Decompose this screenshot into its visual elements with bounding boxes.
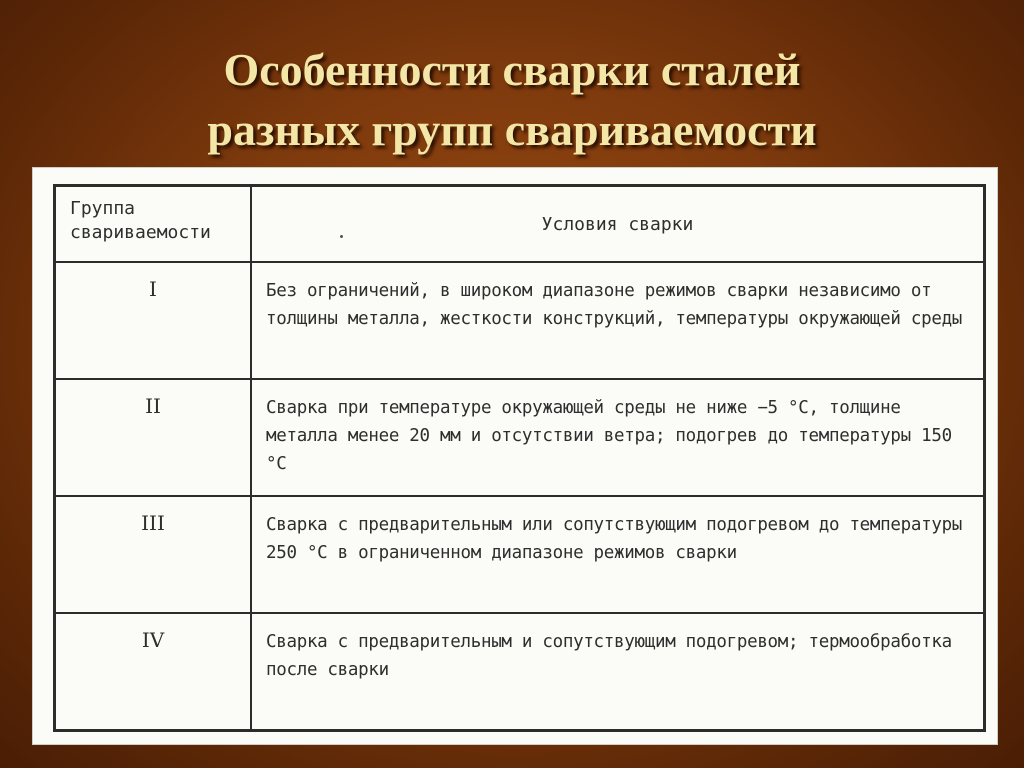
header-conditions-label: Условия сварки (541, 214, 694, 235)
group-cell: II (55, 379, 252, 496)
welding-conditions-table (53, 184, 986, 732)
conditions-cell: Сварка с предварительным или сопутствующим подогревом до температуры 250 °С в ограниченном диапазоне режимов сварки (251, 496, 985, 613)
slide-title (0, 40, 1024, 160)
table-header-row (55, 186, 985, 262)
header-group-line-2: свариваемости (70, 222, 211, 243)
table-row (55, 496, 985, 613)
header-conditions-cell (251, 186, 985, 262)
table-row (55, 262, 985, 379)
header-group-cell (55, 186, 252, 262)
scan-dot (340, 235, 343, 238)
conditions-cell: Сварка при температуре окружающей среды не ниже −5 °С, толщине металла менее 20 мм и отсутствии ветра; подогрев до температуры 150 °С (251, 379, 985, 496)
slide-title-line-2: разных групп свариваемости (207, 104, 817, 155)
table-sheet (32, 167, 998, 745)
conditions-cell: Без ограничений, в широком диапазоне режимов сварки независимо от толщины металла, жесткости конструкций, температуры окружающей среды (251, 262, 985, 379)
table-row (55, 379, 985, 496)
conditions-cell: Сварка с предварительным и сопутствующим подогревом; термообработка после сварки (251, 613, 985, 730)
table-row (55, 613, 985, 730)
slide-title-line-1: Особенности сварки сталей (223, 44, 801, 95)
header-group-line-1: Группа (70, 198, 136, 219)
group-cell: IV (55, 613, 252, 730)
group-cell: I (55, 262, 252, 379)
group-cell: III (55, 496, 252, 613)
